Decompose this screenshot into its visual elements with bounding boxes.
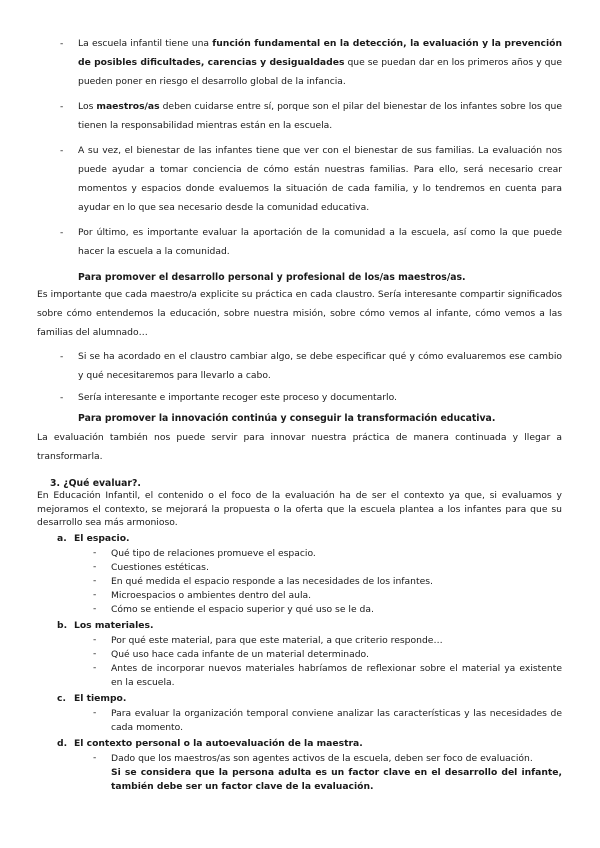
- list-item-title: El tiempo.: [74, 693, 127, 704]
- list-item-title: El espacio.: [74, 533, 130, 544]
- section-paragraph: Es importante que cada maestro/a explicite su práctica en cada claustro. Sería interesante compartir significados sobre cómo entendemos la educación, sobre nuestra misión, sobre cómo vemos al infante, cómo vemos a las familias del alumnado…: [37, 289, 562, 338]
- sub-dash: -: [93, 547, 97, 558]
- bullet-dash: -: [60, 227, 64, 238]
- sub-dash: -: [93, 634, 97, 645]
- sub-dash: -: [93, 575, 97, 586]
- bullet-bold-text: maestros/as: [96, 101, 160, 112]
- section-paragraph: La evaluación también nos puede servir para innovar nuestra práctica de manera continuada y llegar a transformarla.: [37, 432, 562, 462]
- list-letter: d.: [57, 738, 68, 749]
- bullet-dash: -: [60, 351, 64, 362]
- sub-item-bold-note: Si se considera que la persona adulta es un factor clave en el desarrollo del infante, también debe ser un factor clave de la evaluación.: [111, 767, 562, 792]
- bullet-text: deben cuidarse entre sí, porque son el pilar del bienestar de los infantes sobre los que tienen la responsabilidad mientras están en la escuela.: [78, 101, 562, 131]
- sub-item: Por qué este material, para que este material, a que criterio responde…: [111, 635, 443, 646]
- sub-item: Dado que los maestros/as son agentes activos de la escuela, deben ser foco de evaluación.: [111, 753, 533, 764]
- bullet-dash: -: [60, 392, 64, 403]
- bullet-text: La escuela infantil tiene una: [78, 38, 213, 49]
- sub-item: Para evaluar la organización temporal conviene analizar las características y las necesidades de cada momento.: [111, 708, 562, 733]
- list-letter: a.: [57, 533, 67, 544]
- sub-dash: -: [93, 561, 97, 572]
- sub-dash: -: [93, 662, 97, 673]
- sub-dash: -: [93, 752, 97, 763]
- list-letter: b.: [57, 620, 68, 631]
- sub-dash: -: [93, 603, 97, 614]
- section-heading: Para promover la innovación continúa y conseguir la transformación educativa.: [78, 413, 496, 424]
- bullet-text: Los: [78, 101, 97, 112]
- sub-dash: -: [93, 589, 97, 600]
- sub-item: Qué uso hace cada infante de un material determinado.: [111, 649, 369, 660]
- sub-item: Antes de incorporar nuevos materiales habríamos de reflexionar sobre el material ya existente en la escuela.: [111, 663, 562, 688]
- sub-item: Cuestiones estéticas.: [111, 562, 209, 573]
- bullet-paragraph: [78, 97, 562, 135]
- sub-item: En qué medida el espacio responde a las necesidades de los infantes.: [111, 576, 433, 587]
- bullet-paragraph: Sería interesante e importante recoger este proceso y documentarlo.: [78, 392, 397, 403]
- bullet-text: A su vez, el bienestar de las infantes tiene que ver con el bienestar de sus familias. La evaluación nos puede ayudar a tomar conciencia de cómo están nuestras familias. Para ello, será necesario crear momentos y espacios donde evaluemos la situación de cada familia, y lo tendremos en cuenta para ayudar en lo que sea necesario desde la comunidad educativa.: [78, 145, 562, 213]
- section-heading: 3. ¿Qué evaluar?.: [50, 478, 141, 489]
- list-item-title: El contexto personal o la autoevaluación de la maestra.: [74, 738, 363, 749]
- section-paragraph: En Educación Infantil, el contenido o el foco de la evaluación ha de ser el contexto ya que, si evaluamos y mejoramos el contexto, se mejorará la propuesta o la oferta que la escuela plantea a los infantes para que su desarrollo sea más armonioso.: [37, 490, 562, 528]
- bullet-dash: -: [60, 38, 64, 49]
- sub-item: Cómo se entiende el espacio superior y qué uso se le da.: [111, 604, 374, 615]
- list-item-title: Los materiales.: [74, 620, 154, 631]
- sub-dash: -: [93, 648, 97, 659]
- bullet-dash: -: [60, 145, 64, 156]
- sub-item: Microespacios o ambientes dentro del aula.: [111, 590, 312, 601]
- sub-dash: -: [93, 707, 97, 718]
- bullet-text: que se puedan dar en los primeros años y que pueden poner en riesgo el desarrollo global de la infancia.: [78, 57, 562, 87]
- bullet-text: Por último, es importante evaluar la aportación de la comunidad a la escuela, así como la que puede hacer la escuela a la comunidad.: [78, 227, 562, 257]
- bullet-paragraph: [78, 141, 562, 217]
- bullet-paragraph: Si se ha acordado en el claustro cambiar algo, se debe especificar qué y cómo evaluaremos ese cambio y qué necesitaremos para llevarlo a cabo.: [78, 351, 562, 381]
- section-heading: Para promover el desarrollo personal y profesional de los/as maestros/as.: [78, 272, 466, 283]
- sub-item: Qué tipo de relaciones promueve el espacio.: [111, 548, 316, 559]
- bullet-dash: -: [60, 101, 64, 112]
- bullet-bold-text: función fundamental en la detección, la evaluación y la prevención de posibles dificultades, carencias y desigualdades: [78, 38, 562, 68]
- bullet-paragraph: [78, 34, 562, 91]
- bullet-paragraph: [78, 223, 562, 261]
- list-letter: c.: [57, 693, 66, 704]
